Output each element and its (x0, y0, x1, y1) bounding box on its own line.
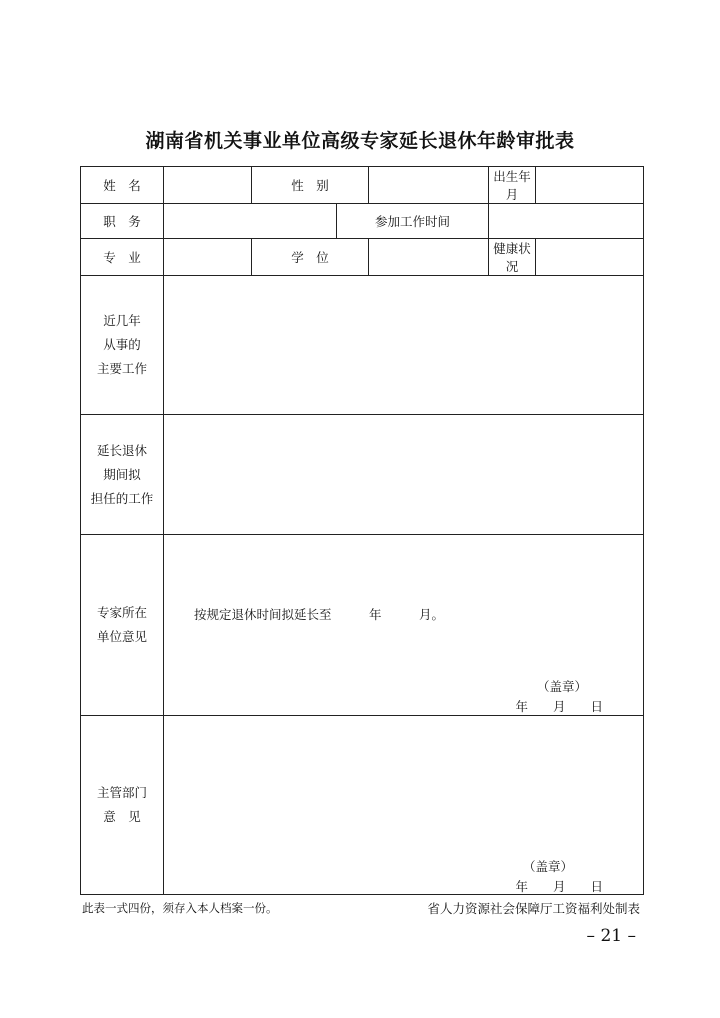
unit-opinion-label-line: 单位意见 (96, 629, 147, 644)
position-value[interactable] (164, 204, 337, 239)
recent-work-label-line: 主要工作 (96, 361, 147, 376)
name-value[interactable] (164, 167, 252, 204)
table-row (81, 276, 644, 415)
date-label: 年 月 日 (515, 879, 604, 894)
planned-work-label-line: 延长退休 (96, 442, 147, 458)
degree-value[interactable] (369, 239, 489, 276)
table-row (81, 239, 644, 276)
planned-work-label-line: 期间拟 (103, 466, 141, 482)
birth-label: 出生年月 (489, 167, 536, 204)
recent-work-label (81, 276, 164, 415)
form-title: 湖南省机关事业单位高级专家延长退休年龄审批表 (145, 130, 575, 152)
table-row (81, 204, 644, 239)
name-label: 姓 名 (81, 167, 164, 204)
health-label: 健康状况 (489, 239, 536, 276)
table-row (81, 716, 644, 895)
recent-work-label-line: 从事的 (103, 337, 141, 352)
dept-opinion-value[interactable] (164, 716, 644, 895)
footnote: 此表一式四份，须存入本人档案一份。 (82, 901, 278, 915)
recent-work-value[interactable] (164, 276, 644, 415)
planned-work-value[interactable] (164, 415, 644, 535)
unit-opinion-value[interactable] (164, 535, 644, 716)
dept-opinion-label-line: 意 见 (103, 809, 141, 824)
table-row (81, 167, 644, 204)
work-start-value[interactable] (489, 204, 644, 239)
issuer-note: 省人力资源社会保障厅工资福利处制表 (427, 901, 640, 916)
approval-form-table (80, 166, 644, 895)
planned-work-label-line: 担任的工作 (90, 490, 154, 506)
stamp-label: （盖章） (537, 679, 588, 694)
position-label: 职 务 (81, 204, 164, 239)
page-number: – 21 – (586, 926, 636, 946)
birth-value[interactable] (536, 167, 644, 204)
work-start-label: 参加工作时间 (337, 204, 489, 239)
major-value[interactable] (164, 239, 252, 276)
unit-opinion-label (81, 535, 164, 716)
extension-statement: 按规定退休时间拟延长至 年 月。 (194, 607, 445, 622)
recent-work-label-line: 近几年 (103, 313, 141, 328)
stamp-label: （盖章） (523, 859, 574, 874)
dept-opinion-label-line: 主管部门 (96, 785, 147, 800)
date-label: 年 月 日 (515, 699, 604, 714)
planned-work-label (81, 415, 164, 535)
gender-label: 性 别 (252, 167, 369, 204)
major-label: 专 业 (81, 239, 164, 276)
degree-label: 学 位 (252, 239, 369, 276)
unit-opinion-label-line: 专家所在 (96, 605, 147, 620)
gender-value[interactable] (369, 167, 489, 204)
dept-opinion-label (81, 716, 164, 895)
table-row (81, 415, 644, 535)
table-row (81, 535, 644, 716)
health-value[interactable] (536, 239, 644, 276)
